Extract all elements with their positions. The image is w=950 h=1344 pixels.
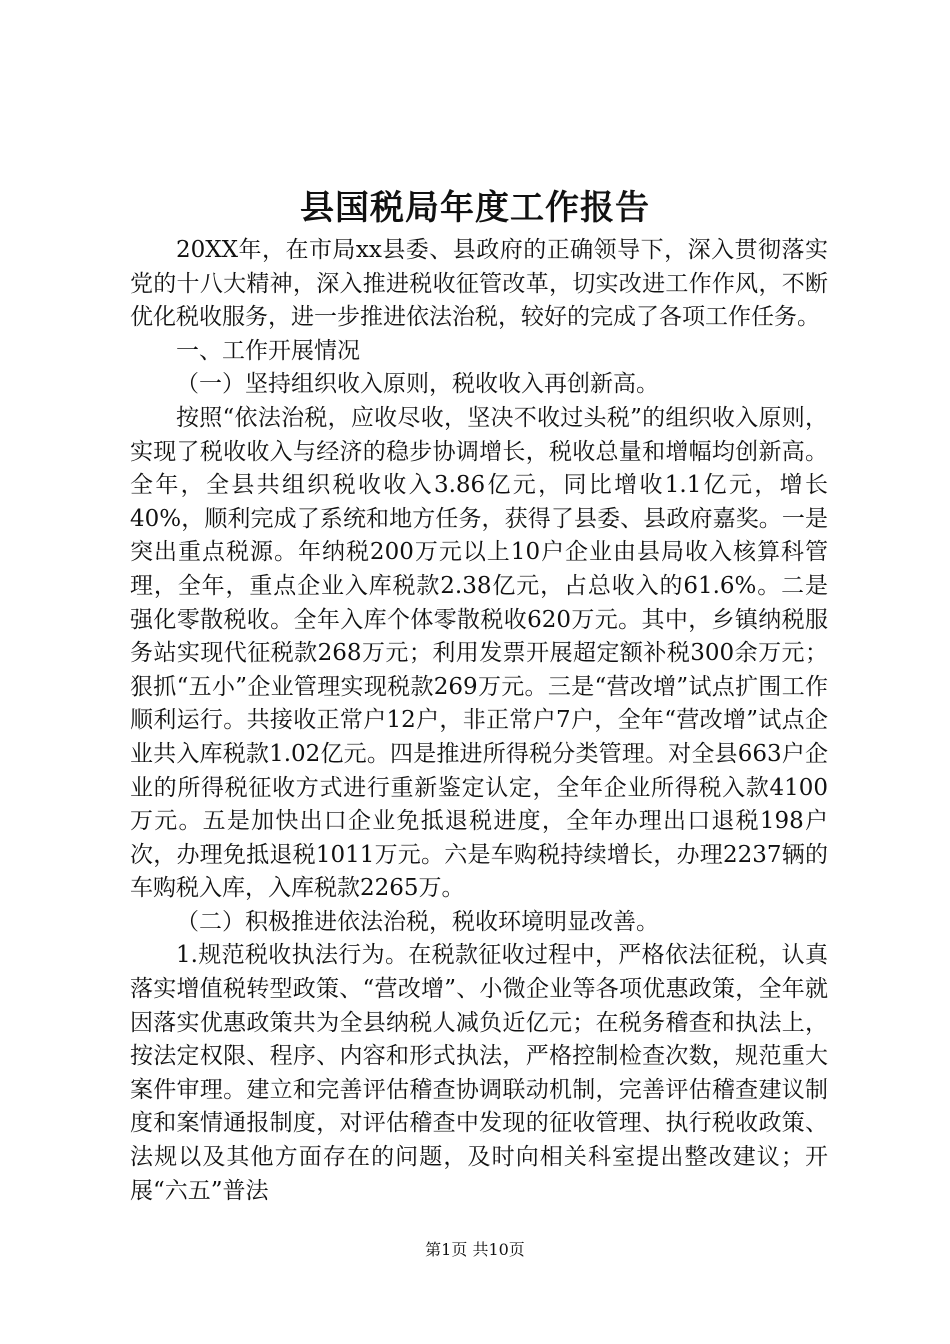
document-body xyxy=(130,234,828,1208)
subsection-heading-1: （一）坚持组织收入原则，税收收入再创新高。 xyxy=(176,371,659,398)
intro-paragraph: 20XX年，在市局xx县委、县政府的正确领导下，深入贯彻落实党的十八大精神，深入推进税收征管改革，切实改进工作作风，不断优化税收服务，进一步推进依法治税，较好的完成了各项工作任务。 xyxy=(130,237,828,331)
section-heading-work-status: 一、工作开展情况 xyxy=(176,337,360,364)
enforcement-paragraph: 1.规范税收执法行为。在税款征收过程中，严格依法征税，认真落实增值税转型政策、“营改增”、小微企业等各项优惠政策，全年就因落实优惠政策共为全县纳税人减负近亿元；在税务稽查和执法上，按法定权限、程序、内容和形式执法，严格控制检查次数，规范重大案件审理。建立和完善评估稽查协调联动机制，完善评估稽查建议制度和案情通报制度，对评估稽查中发现的征收管理、执行税收政策、法规以及其他方面存在的问题，及时向相关科室提出整改建议；开展“六五”普法 xyxy=(130,942,828,1204)
document-title: 县国税局年度工作报告 xyxy=(300,188,650,228)
subsection-heading-2: （二）积极推进依法治税，税收环境明显改善。 xyxy=(176,908,659,935)
revenue-paragraph: 按照“依法治税，应收尽收，坚决不收过头税”的组织收入原则，实现了税收收入与经济的稳步协调增长，税收总量和增幅均创新高。全年，全县共组织税收收入3.86亿元，同比增收1.1亿元，增长40%，顺利完成了系统和地方任务，获得了县委、县政府嘉奖。一是突出重点税源。年纳税200万元以上10户企业由县局收入核算科管理，全年，重点企业入库税款2.38亿元，占总收入的61.6%。二是强化零散税收。全年入库个体零散税收620万元。其中，乡镇纳税服务站实现代征税款268万元；利用发票开展超定额补税300余万元；狠抓“五小”企业管理实现税款269万元。三是“营改增”试点扩围工作顺利运行。共接收正常户12户，非正常户7户，全年“营改增”试点企业共入库税款1.02亿元。四是推进所得税分类管理。对全县663户企业的所得税征收方式进行重新鉴定认定，全年企业所得税入款4100万元。五是加快出口企业免抵退税进度，全年办理出口退税198户次，办理免抵退税1011万元。六是车购税持续增长，办理2237辆的车购税入库，入库税款2265万。 xyxy=(130,404,828,902)
page-footer: 第1页 共10页 xyxy=(425,1240,525,1259)
